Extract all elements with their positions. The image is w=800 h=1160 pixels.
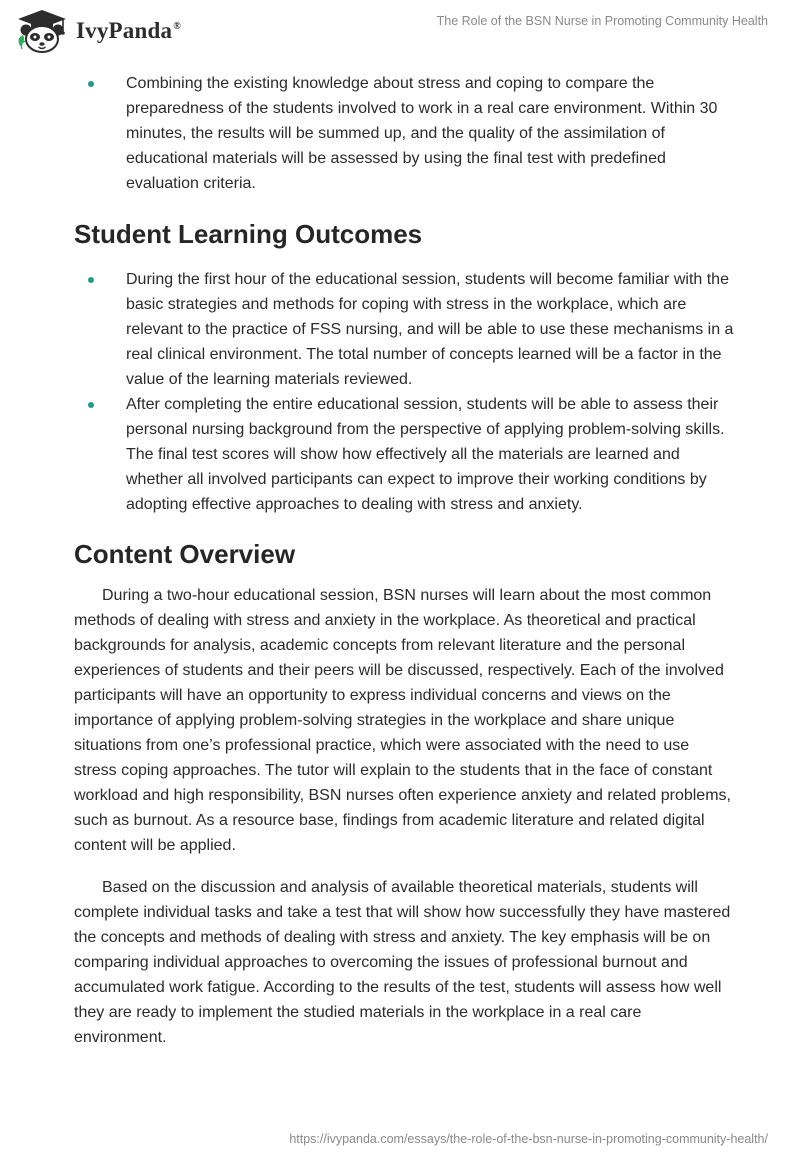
logo-wordmark bbox=[76, 18, 181, 44]
bullet-icon bbox=[88, 277, 94, 283]
source-url-link[interactable]: https://ivypanda.com/essays/the-role-of-the-bsn-nurse-in-promoting-community-health/ bbox=[289, 1132, 768, 1146]
list-item bbox=[74, 71, 734, 196]
registered-mark: ® bbox=[173, 21, 181, 32]
list-item-text: Combining the existing knowledge about stress and coping to compare the preparedness of the students involved to work in a real care environment. Within 30 minutes, the results will be summed up, and the quality of the assimilation of educational materials will be assessed by using the final test with predefined evaluation criteria. bbox=[126, 75, 718, 192]
bullet-icon bbox=[88, 81, 94, 87]
logo-text: IvyPanda bbox=[76, 18, 173, 43]
ivypanda-logo[interactable] bbox=[14, 8, 181, 54]
paragraph: Based on the discussion and analysis of available theoretical materials, students will complete individual tasks and take a test that will show how successfully they have mastered the concepts and methods of dealing with stress and anxiety. The key emphasis will be on comparing individual approaches to overcoming the issues of professional burnout and accumulated work fatigue. According to the results of the test, students will assess how well they are ready to implement the studied materials in the workplace in a real care environment. bbox=[74, 879, 731, 1046]
panda-graduate-icon bbox=[14, 8, 70, 54]
outcomes-bullet-list bbox=[74, 267, 734, 517]
section-heading-overview: Content Overview bbox=[74, 539, 296, 569]
list-item bbox=[74, 392, 734, 517]
paragraph: During a two-hour educational session, BSN nurses will learn about the most common methods of dealing with stress and anxiety in the workplace. As theoretical and practical backgrounds for analysis, academic concepts from relevant literature and the personal experiences of students and their peers will be discussed, respectively. Each of the involved participants will have an opportunity to express individual concerns and views on the importance of applying problem-solving strategies in the workplace and share unique situations from one’s professional practice, which were associated with the need to use stress coping approaches. The tutor will explain to the students that in the face of constant workload and high responsibility, BSN nurses often experience anxiety and related problems, such as burnout. As a resource base, findings from academic literature and related digital content will be applied. bbox=[74, 587, 731, 854]
list-item-text: During the first hour of the educational session, students will become familiar with the basic strategies and methods for coping with stress in the workplace, which are relevant to the practice of FSS nursing, and will be able to use these mechanisms in a real clinical environment. The total number of concepts learned will be a factor in the value of the learning materials reviewed. bbox=[126, 271, 734, 388]
bullet-icon bbox=[88, 402, 94, 408]
intro-bullet-list bbox=[74, 71, 734, 196]
list-item-text: After completing the entire educational session, students will be able to assess their personal nursing background from the perspective of applying problem-solving skills. The final test scores will show how effectively all the materials are learned and whether all involved participants can expect to improve their working conditions by adopting effective approaches to dealing with stress and anxiety. bbox=[126, 396, 725, 513]
document-title: The Role of the BSN Nurse in Promoting Community Health bbox=[436, 14, 768, 28]
document-body bbox=[74, 71, 734, 1050]
list-item bbox=[74, 267, 734, 392]
section-heading-outcomes: Student Learning Outcomes bbox=[74, 219, 423, 249]
